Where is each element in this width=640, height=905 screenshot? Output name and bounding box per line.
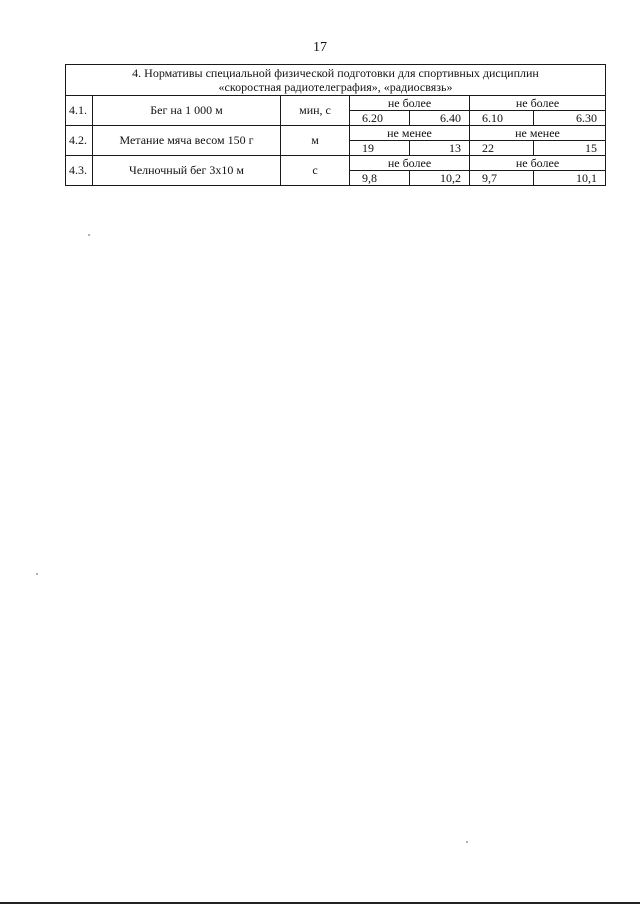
value-cell: 15 bbox=[534, 141, 606, 156]
scan-speck bbox=[466, 841, 468, 843]
table-title-row bbox=[66, 65, 606, 96]
value-cell: 6.30 bbox=[534, 111, 606, 126]
scan-speck bbox=[36, 573, 38, 575]
row-number: 4.1. bbox=[66, 96, 93, 126]
page-bottom-edge bbox=[0, 902, 640, 904]
value-cell: 6.20 bbox=[350, 111, 410, 126]
exercise-name: Бег на 1 000 м bbox=[93, 96, 281, 126]
value-cell: 6.10 bbox=[470, 111, 534, 126]
value-cell: 6.40 bbox=[410, 111, 470, 126]
value-cell: 13 bbox=[410, 141, 470, 156]
exercise-name: Метание мяча весом 150 г bbox=[93, 126, 281, 156]
condition-group-1: не более bbox=[350, 96, 470, 111]
table-row bbox=[66, 156, 606, 171]
value-cell: 10,1 bbox=[534, 171, 606, 186]
row-number: 4.2. bbox=[66, 126, 93, 156]
value-cell: 22 bbox=[470, 141, 534, 156]
value-cell: 10,2 bbox=[410, 171, 470, 186]
table-title-line-1: 4. Нормативы специальной физической подготовки для спортивных дисциплин bbox=[132, 66, 539, 80]
page-number: 17 bbox=[313, 40, 327, 55]
table-title-line-2: «скоростная радиотелеграфия», «радиосвязь» bbox=[218, 80, 453, 94]
row-number: 4.3. bbox=[66, 156, 93, 186]
value-cell: 9,7 bbox=[470, 171, 534, 186]
value-cell: 9,8 bbox=[350, 171, 410, 186]
scan-speck bbox=[88, 234, 90, 236]
table-title bbox=[66, 65, 606, 96]
condition-group-2: не более bbox=[470, 156, 606, 171]
exercise-name: Челночный бег 3х10 м bbox=[93, 156, 281, 186]
condition-group-2: не менее bbox=[470, 126, 606, 141]
condition-group-1: не менее bbox=[350, 126, 470, 141]
value-cell: 19 bbox=[350, 141, 410, 156]
unit: с bbox=[281, 156, 350, 186]
condition-group-1: не более bbox=[350, 156, 470, 171]
unit: мин, с bbox=[281, 96, 350, 126]
unit: м bbox=[281, 126, 350, 156]
table-row bbox=[66, 126, 606, 141]
norms-table bbox=[65, 64, 606, 186]
condition-group-2: не более bbox=[470, 96, 606, 111]
table-row bbox=[66, 96, 606, 111]
